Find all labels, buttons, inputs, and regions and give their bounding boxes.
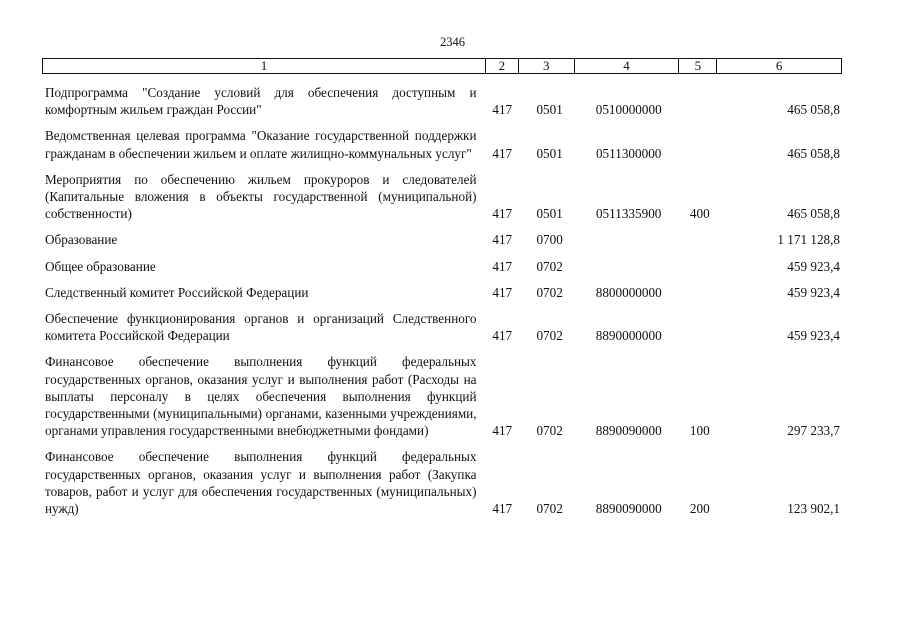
row-name: Финансовое обеспечение выполнения функций федеральных государственных органов, оказания услуг и выполнения работ (Закупка товаров, работ и услуг для обеспечения государственных (муниципальных) нужд) xyxy=(45,449,477,517)
row-col-2: 417 xyxy=(492,501,513,517)
row-col-3: 0702 xyxy=(536,423,563,439)
row-col-2: 417 xyxy=(492,258,513,274)
row-name: Обеспечение функционирования органов и организаций Следственного комитета Российской Федерации xyxy=(45,311,477,344)
header-col-2: 2 xyxy=(486,59,519,73)
row-col-6: 465 058,8 xyxy=(787,145,841,161)
row-name: Подпрограмма "Создание условий для обеспечения доступным и комфортным жильем граждан России" xyxy=(45,85,477,118)
row-col-6: 459 923,4 xyxy=(787,328,841,344)
header-col-6: 6 xyxy=(775,58,783,73)
row-col-2: 417 xyxy=(492,328,513,344)
row-col-4: 8890000000 xyxy=(595,328,662,344)
header-col-5: 5 xyxy=(679,59,717,73)
header-col-1: 1 xyxy=(43,59,486,73)
row-col-3: 0702 xyxy=(536,328,563,344)
table-row xyxy=(42,127,842,161)
row-name: Общее образование xyxy=(45,258,156,274)
row-col-4: 0510000000 xyxy=(595,102,662,118)
row-col-5: 100 xyxy=(689,423,710,439)
row-col-2: 417 xyxy=(492,145,513,161)
row-col-2: 417 xyxy=(492,284,513,300)
table-header xyxy=(42,58,842,74)
row-col-6: 123 902,1 xyxy=(787,501,841,517)
row-col-2: 417 xyxy=(492,423,513,439)
row-col-5: 200 xyxy=(689,501,710,517)
row-col-6: 465 058,8 xyxy=(787,102,841,118)
table-row xyxy=(42,84,842,118)
row-col-4: 0511335900 xyxy=(595,206,662,222)
row-name: Образование xyxy=(45,232,118,248)
row-col-3: 0700 xyxy=(536,232,563,248)
row-col-3: 0501 xyxy=(536,102,563,118)
row-col-3: 0702 xyxy=(536,501,563,517)
header-col-4: 4 xyxy=(575,59,680,73)
row-name: Мероприятия по обеспечению жильем прокуроров и следователей (Капитальные вложения в объекты государственной (муниципальной) собственности) xyxy=(45,171,477,222)
table-row xyxy=(42,284,842,301)
row-col-3: 0501 xyxy=(536,206,563,222)
row-col-3: 0702 xyxy=(536,258,563,274)
table-row xyxy=(42,171,842,223)
table-row xyxy=(42,258,842,275)
row-col-6: 459 923,4 xyxy=(787,284,841,300)
row-col-4: 8890090000 xyxy=(595,501,662,517)
row-col-4: 0511300000 xyxy=(595,145,662,161)
table-body xyxy=(42,84,842,526)
row-col-3: 0501 xyxy=(536,145,563,161)
row-name: Финансовое обеспечение выполнения функций федеральных государственных органов, оказания услуг и выполнения работ (Расходы на выплаты персоналу в целях обеспечения выполнения функций государственными (муниципальными) органами, казенными учреждениями, органами управления государственными внебюджетными фондами) xyxy=(45,354,477,439)
row-name: Следственный комитет Российской Федерации xyxy=(45,284,309,300)
row-col-2: 417 xyxy=(492,206,513,222)
row-col-6: 459 923,4 xyxy=(787,258,841,274)
table-row xyxy=(42,310,842,344)
row-col-2: 417 xyxy=(492,102,513,118)
table-row xyxy=(42,231,842,248)
row-col-4: 8890090000 xyxy=(595,423,662,439)
row-col-6: 297 233,7 xyxy=(787,423,841,439)
table-row xyxy=(42,353,842,439)
row-col-4: 8800000000 xyxy=(595,284,662,300)
header-col-3: 3 xyxy=(519,59,575,73)
row-name: Ведомственная целевая программа "Оказание государственной поддержки гражданам в обеспечении жильем и оплате жилищно-коммунальных услуг" xyxy=(45,128,477,161)
row-col-3: 0702 xyxy=(536,284,563,300)
row-col-6: 1 171 128,8 xyxy=(777,232,841,248)
row-col-6: 465 058,8 xyxy=(787,206,841,222)
page-number: 2346 xyxy=(440,35,465,49)
row-col-5: 400 xyxy=(689,206,710,222)
table-row xyxy=(42,448,842,517)
row-col-2: 417 xyxy=(492,232,513,248)
